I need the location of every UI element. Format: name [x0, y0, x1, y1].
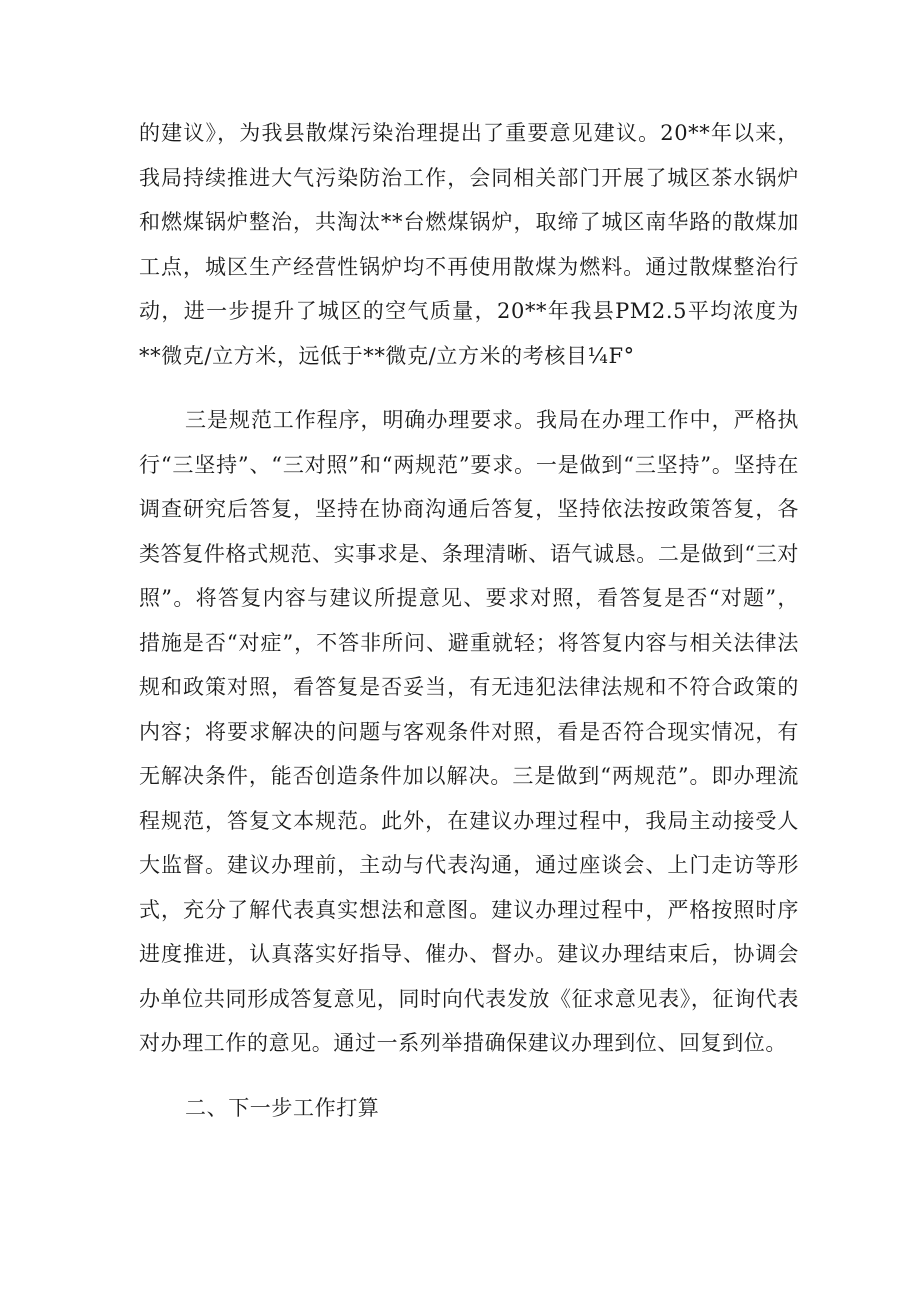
document-body: [139, 111, 799, 1130]
section-heading-next-steps: 二、下一步工作打算: [185, 1095, 380, 1120]
paragraph-work-procedures: 三是规范工作程序，明确办理要求。我局在办理工作中，严格执行“三坚持”、“三对照”和“两规范”要求。一是做到“三坚持”。坚持在调查研究后答复，坚持在协商沟通后答复，坚持依法按政策答复，各类答复件格式规范、实事求是、条理清晰、语气诚恳。二是做到“三对照”。将答复内容与建议所提意见、要求对照，看答复是否“对题”，措施是否“对症”，不答非所问、避重就轻；将答复内容与相关法律法规和政策对照，看答复是否妥当，有无违犯法律法规和不符合政策的内容；将要求解决的问题与客观条件对照，看是否符合现实情况，有无解决条件，能否创造条件加以解决。三是做到“两规范”。即办理流程规范，答复文本规范。此外，在建议办理过程中，我局主动接受人大监督。建议办理前，主动与代表沟通，通过座谈会、上门走访等形式，充分了解代表真实想法和意图。建议办理过程中，严格按照时序进度推进，认真落实好指导、催办、督办。建议办理结束后，协调会办单位共同形成答复意见，同时向代表发放《征求意见表》，征询代表对办理工作的意见。通过一系列举措确保建议办理到位、回复到位。: [139, 408, 799, 1055]
paragraph-coal-pollution: 的建议》，为我县散煤污染治理提出了重要意见建议。20**年以来，我局持续推进大气污染防治工作，会同相关部门开展了城区茶水锅炉和燃煤锅炉整治，共淘汰**台燃煤锅炉，取缔了城区南华路的散煤加工点，城区生产经营性锅炉均不再使用散煤为燃料。通过散煤整治行动，进一步提升了城区的空气质量，20**年我县PM2.5平均浓度为**微克/立方米，远低于**微克/立方米的考核目¼F°: [139, 121, 799, 368]
